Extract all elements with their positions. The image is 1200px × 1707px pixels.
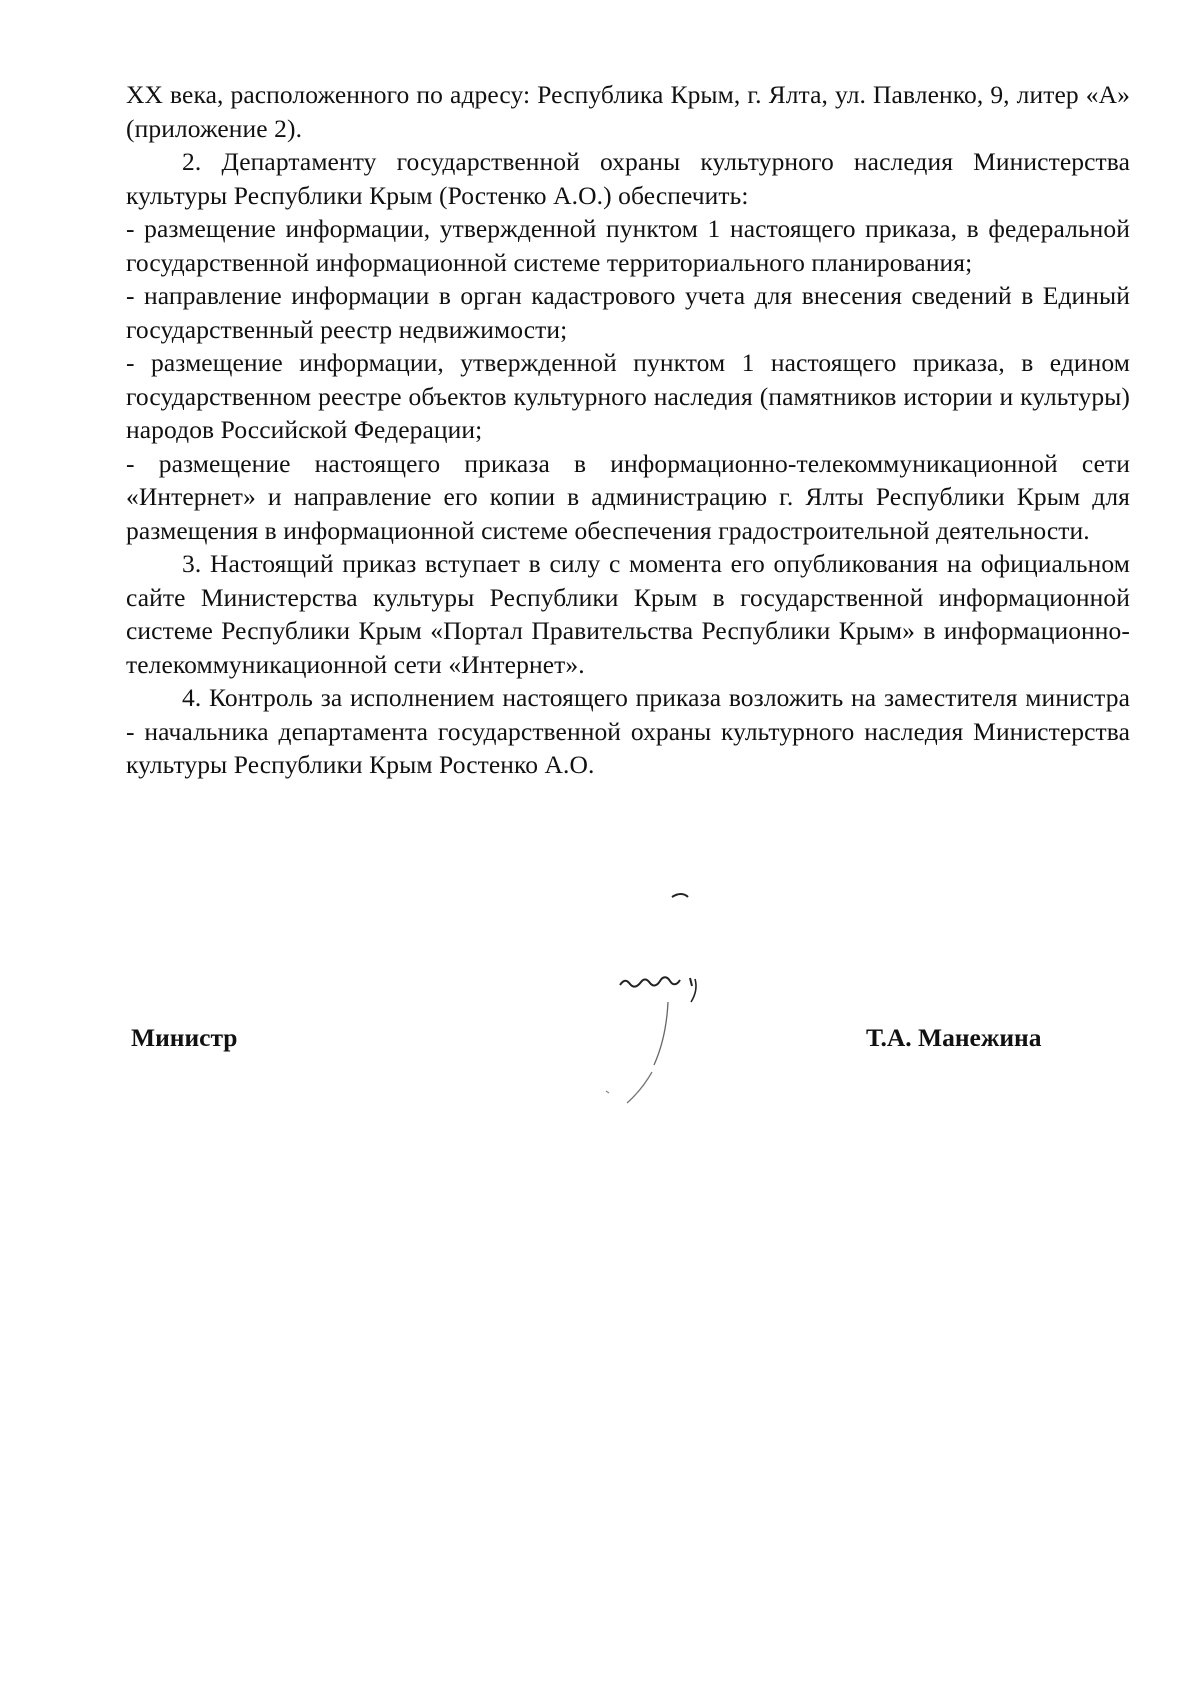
paragraph-item-3: 3. Настоящий приказ вступает в силу с момента его опубликования на официальном сайте Министерства культуры Республики Крым в государственной информационной системе Республики Крым «Портал Правительства Республики Крым» в информационно-телекоммуникационной сети «Интернет». xyxy=(126,549,1130,679)
paragraph-item-2: 2. Департаменту государственной охраны культурного наследия Министерства культуры Республики Крым (Ростенко А.О.) обеспечить: xyxy=(126,147,1130,210)
paragraph-item-2-bullet-1: - размещение информации, утвержденной пунктом 1 настоящего приказа, в федеральной государственной информационной системе территориального планирования; xyxy=(126,214,1130,277)
signer-name: Т.А. Манежина xyxy=(866,1023,1042,1052)
paragraph-address-continuation: XX века, расположенного по адресу: Республика Крым, г. Ялта, ул. Павленко, 9, литер «А» (приложение 2). xyxy=(126,80,1130,143)
paragraph-item-2-bullet-3: - размещение информации, утвержденной пунктом 1 настоящего приказа, в едином государственном реестре объектов культурного наследия (памятников истории и культуры) народов Российской Федерации; xyxy=(126,348,1130,444)
paragraph-item-4: 4. Контроль за исполнением настоящего приказа возложить на заместителя министра - начальника департамента государственной охраны культурного наследия Министерства культуры Республики Крым Ростенко А.О. xyxy=(126,683,1130,779)
paragraph-item-2-bullet-2: - направление информации в орган кадастрового учета для внесения сведений в Единый государственный реестр недвижимости; xyxy=(126,281,1130,344)
handwritten-signature xyxy=(600,885,770,1145)
signer-title: Министр xyxy=(131,1023,238,1052)
paragraph-item-2-bullet-4: - размещение настоящего приказа в информационно-телекоммуникационной сети «Интернет» и направление его копии в администрацию г. Ялты Республики Крым для размещения в информационной системе обеспечения градостроительной деятельности. xyxy=(126,448,1130,545)
order-body-text xyxy=(126,78,1130,782)
signature-block xyxy=(0,1005,1200,1165)
